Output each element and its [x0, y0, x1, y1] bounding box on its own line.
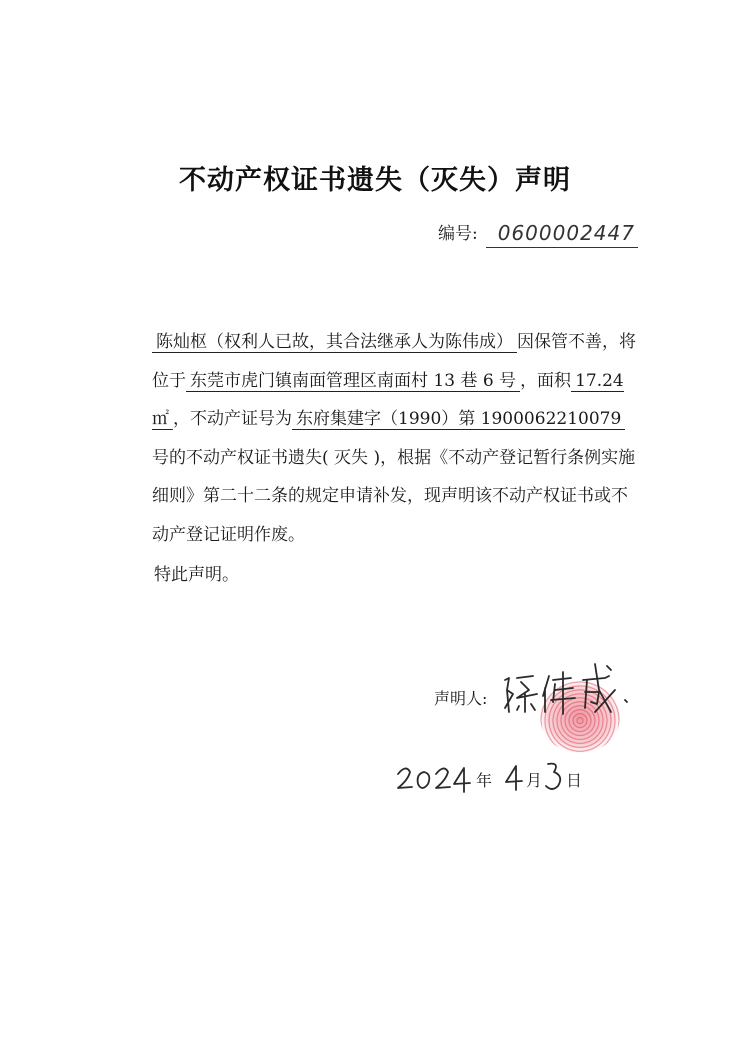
text-segment: ，不动产证号为 — [173, 409, 292, 429]
location-field: 东莞市虎门镇南面管理区南面村 13 巷 6 号 — [186, 371, 520, 392]
statement-body — [118, 323, 638, 554]
text-segment: 因保管不善，将位于 — [152, 332, 636, 391]
document-number-label: 编号: — [438, 224, 478, 244]
year-unit: 年 — [476, 771, 493, 790]
month-unit: 月 — [526, 771, 543, 790]
statement-paragraph — [118, 323, 638, 554]
date-row — [394, 752, 634, 802]
document-title: 不动产权证书遗失（灭失）声明 — [179, 165, 571, 196]
closing-statement: 特此声明。 — [154, 565, 239, 585]
document-number-row — [438, 214, 638, 248]
owner-field: 陈灿枢（权利人已故，其合法继承人为陈伟成） — [152, 332, 517, 353]
certificate-number-field: 东府集建字（1990）第 1900062210079 — [292, 409, 625, 430]
document-number-handwritten: 0600002447 — [486, 219, 638, 248]
area-field: 17.24 ㎡ — [152, 370, 624, 429]
handwritten-date — [394, 752, 634, 802]
handwritten-signature — [495, 650, 645, 730]
declarant-label: 声明人: — [434, 689, 488, 708]
text-segment: ，面积 — [520, 370, 572, 391]
day-unit: 日 — [566, 771, 583, 790]
text-segment: 号的不动产权证书遗失( 灭失 )，根据《不动产登记暂行条例实施细则》第二十二条的规定申请补发，现声明该不动产权证书或不动产登记证明作废。 — [152, 447, 636, 545]
